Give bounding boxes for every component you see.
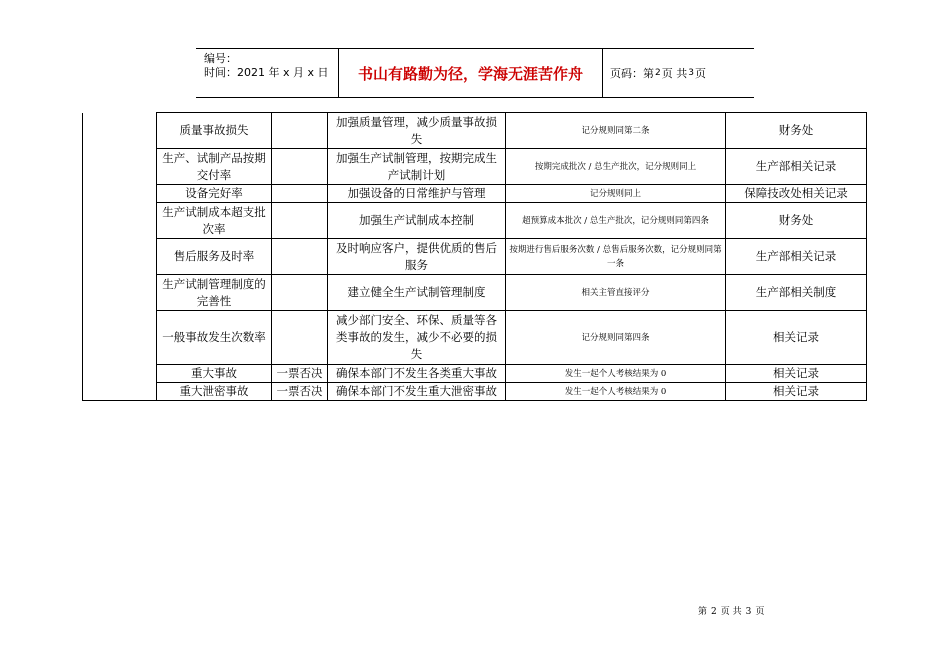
standard-cell: 按期完成批次 / 总生产批次，记分规则同上 (506, 149, 726, 185)
weight-cell: 一票否决 (272, 383, 328, 401)
standard-cell: 按期进行售后服务次数 / 总售后服务次数，记分规则同第一条 (506, 239, 726, 275)
table-row (83, 239, 867, 275)
table-row (83, 149, 867, 185)
table-row (83, 383, 867, 401)
weight-cell (272, 149, 328, 185)
measure-cell: 加强生产试制成本控制 (328, 203, 506, 239)
indicator-cell: 重大泄密事故 (157, 383, 272, 401)
footer-current: 2 (711, 607, 717, 617)
number-label: 编号： (204, 52, 237, 65)
header-info (196, 49, 339, 97)
document-header (196, 48, 754, 98)
indicator-cell: 设备完好率 (157, 185, 272, 203)
source-cell: 保障技改处相关记录 (726, 185, 867, 203)
standard-cell: 记分规则同第二条 (506, 113, 726, 149)
date-label: 时间：2021 年 x 月 x 日 (204, 66, 329, 79)
source-cell: 财务处 (726, 203, 867, 239)
indicator-cell: 售后服务及时率 (157, 239, 272, 275)
indicator-cell: 生产、试制产品按期交付率 (157, 149, 272, 185)
source-cell: 财务处 (726, 113, 867, 149)
measure-cell: 建立健全生产试制管理制度 (328, 275, 506, 311)
source-cell: 生产部相关制度 (726, 275, 867, 311)
table-row (83, 311, 867, 365)
measure-cell: 减少部门安全、环保、质量等各类事故的发生，减少不必要的损失 (328, 311, 506, 365)
weight-cell (272, 239, 328, 275)
source-cell: 生产部相关记录 (726, 239, 867, 275)
motto: 书山有路勤为径，学海无涯苦作舟 (339, 49, 603, 97)
measure-cell: 加强生产试制管理，按期完成生产试制计划 (328, 149, 506, 185)
indicator-cell: 生产试制成本超支批次率 (157, 203, 272, 239)
category-cell (83, 113, 157, 401)
weight-cell (272, 113, 328, 149)
table-row (83, 365, 867, 383)
footer-suffix: 页 (755, 607, 765, 617)
page-footer (696, 604, 766, 617)
footer-mid: 页 共 (720, 607, 742, 617)
table-row (83, 185, 867, 203)
measure-cell: 加强质量管理，减少质量事故损失 (328, 113, 506, 149)
measure-cell: 确保本部门不发生各类重大事故 (328, 365, 506, 383)
weight-cell (272, 203, 328, 239)
measure-cell: 及时响应客户，提供优质的售后服务 (328, 239, 506, 275)
page-total: 3 (688, 68, 694, 78)
standard-cell: 相关主管直接评分 (506, 275, 726, 311)
table-row (83, 203, 867, 239)
standard-cell: 发生一起个人考核结果为 0 (506, 383, 726, 401)
standard-cell: 发生一起个人考核结果为 0 (506, 365, 726, 383)
table-row (83, 275, 867, 311)
page-current: 2 (655, 68, 661, 78)
standard-cell: 超预算成本批次 / 总生产批次，记分规则同第四条 (506, 203, 726, 239)
weight-cell (272, 311, 328, 365)
standard-cell: 记分规则同上 (506, 185, 726, 203)
page-mid: 页 共 (661, 67, 688, 80)
indicator-cell: 一般事故发生次数率 (157, 311, 272, 365)
standard-cell: 记分规则同第四条 (506, 311, 726, 365)
weight-cell (272, 185, 328, 203)
source-cell: 生产部相关记录 (726, 149, 867, 185)
measure-cell: 确保本部门不发生重大泄密事故 (328, 383, 506, 401)
indicator-cell: 重大事故 (157, 365, 272, 383)
weight-cell (272, 275, 328, 311)
footer-total: 3 (745, 607, 752, 617)
table-row (83, 113, 867, 149)
source-cell: 相关记录 (726, 383, 867, 401)
page-indicator (610, 49, 706, 97)
page-label: 页码：第 (610, 67, 654, 80)
page-end: 页 (694, 67, 706, 80)
indicator-cell: 质量事故损失 (157, 113, 272, 149)
weight-cell: 一票否决 (272, 365, 328, 383)
assessment-table (82, 112, 867, 401)
measure-cell: 加强设备的日常维护与管理 (328, 185, 506, 203)
indicator-cell: 生产试制管理制度的完善性 (157, 275, 272, 311)
source-cell: 相关记录 (726, 365, 867, 383)
source-cell: 相关记录 (726, 311, 867, 365)
footer-prefix: 第 (698, 607, 708, 617)
